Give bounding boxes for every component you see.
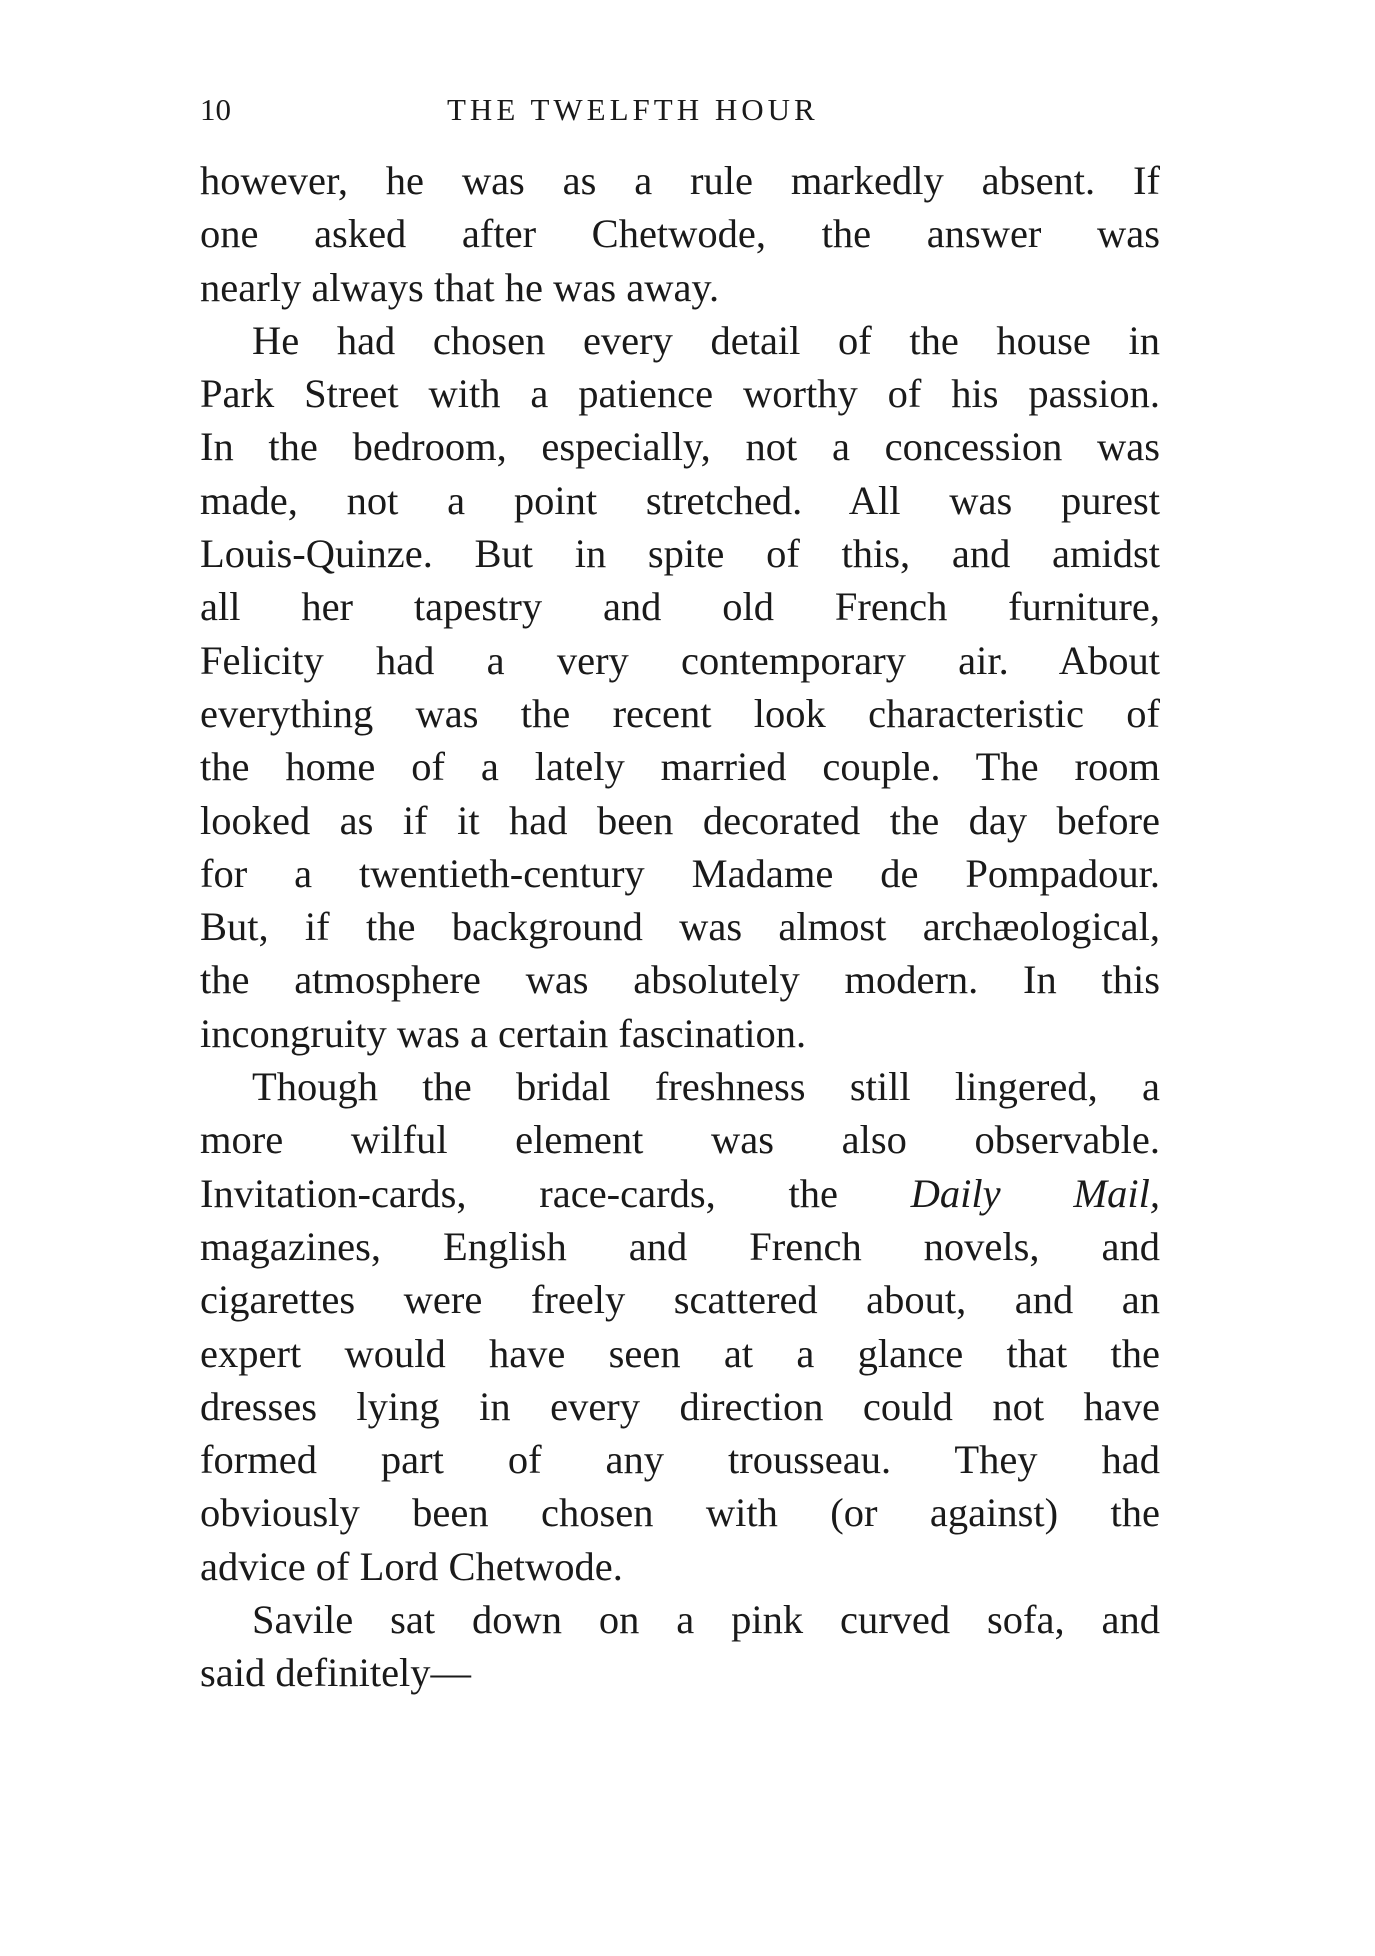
text-line: cigarettes were freely scattered about, and an [200, 1277, 1160, 1323]
text-line: But, if the background was almost archæological, [200, 904, 1160, 950]
text-line: obviously been chosen with (or against) the [200, 1490, 1160, 1536]
text-line: made, not a point stretched. All was purest [200, 477, 1160, 523]
text-line: all her tapestry and old French furniture, [200, 584, 1160, 630]
text-line: Savile sat down on a pink curved sofa, and [252, 1597, 1160, 1643]
text-line: dresses lying in every direction could not have [200, 1383, 1160, 1429]
text-line: He had chosen every detail of the house in [252, 317, 1160, 363]
text-segment: Invitation-cards, race-cards, the [200, 1170, 838, 1216]
text-line: more wilful element was also observable. [200, 1117, 1160, 1163]
page-number: 10 [200, 92, 231, 127]
text-line: Louis-Quinze. But in spite of this, and amidst [200, 531, 1160, 577]
text-line: everything was the recent look characteristic of [200, 690, 1160, 736]
text-line: the home of a lately married couple. The room [200, 744, 1160, 790]
text-line-with-italic [200, 1167, 1160, 1220]
running-head [200, 92, 1160, 132]
body-text [200, 154, 1160, 1700]
running-title: THE TWELFTH HOUR [447, 92, 819, 127]
text-line: expert would have seen at a glance that the [200, 1330, 1160, 1376]
text-line: however, he was as a rule markedly absent. If [200, 158, 1160, 203]
text-line: advice of Lord Chetwode. [200, 1543, 623, 1589]
text-line: nearly always that he was away. [200, 264, 720, 310]
text-line: Park Street with a patience worthy of his passion. [200, 371, 1160, 417]
text-line: for a twentieth-century Madame de Pompadour. [200, 850, 1160, 896]
text-line: one asked after Chetwode, the answer was [200, 211, 1160, 257]
text-line: looked as if it had been decorated the day before [200, 797, 1160, 843]
text-line: incongruity was a certain fascination. [200, 1010, 807, 1056]
text-line: magazines, English and French novels, and [200, 1223, 1160, 1269]
text-line: Though the bridal freshness still lingered, a [252, 1064, 1160, 1110]
text-line: the atmosphere was absolutely modern. In this [200, 957, 1160, 1003]
text-line: Felicity had a very contemporary air. About [200, 637, 1160, 683]
text-line: formed part of any trousseau. They had [200, 1437, 1160, 1483]
italic-title: Daily Mail, [910, 1170, 1160, 1216]
text-line: said definitely— [200, 1650, 472, 1696]
text-line: In the bedroom, especially, not a concession was [200, 424, 1160, 470]
